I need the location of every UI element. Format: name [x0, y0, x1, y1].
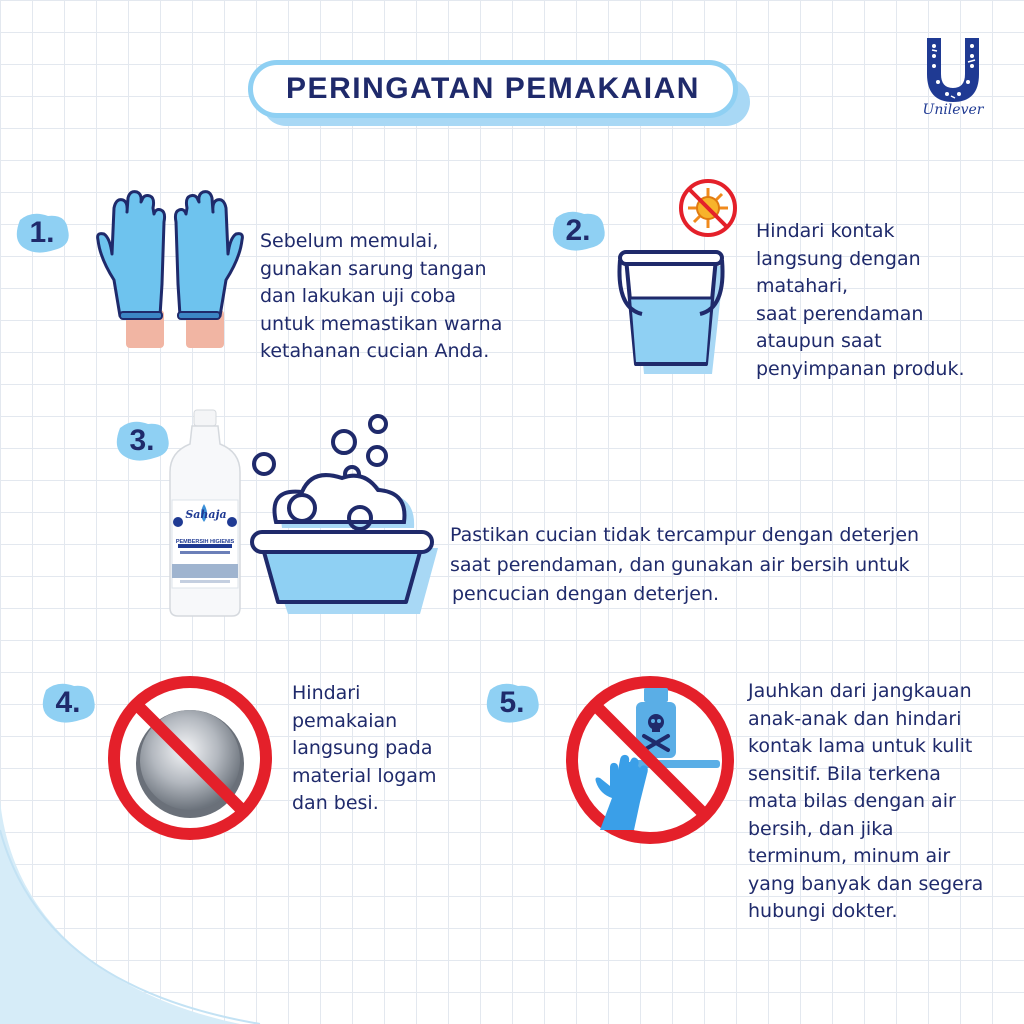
unilever-logo	[898, 34, 1008, 124]
text-line: matahari,	[756, 275, 849, 297]
text-line: anak-anak dan hindari	[748, 707, 962, 730]
text-line: Pastikan cucian tidak tercampur dengan deterjen	[450, 524, 920, 546]
step-1-text	[260, 228, 502, 366]
title-banner	[248, 60, 748, 126]
step-number: 3.	[129, 424, 155, 457]
text-line: pencucian dengan deterjen.	[452, 583, 720, 605]
text-line: saat perendaman, dan gunakan air bersih untuk	[450, 553, 910, 576]
text-line: yang banyak dan segera	[748, 872, 984, 895]
text-line: untuk memastikan warna	[260, 312, 503, 335]
text-line: langsung pada	[292, 737, 433, 759]
page-title: PERINGATAN PEMAKAIAN	[286, 72, 700, 105]
step-4-badge	[38, 680, 98, 726]
bucket-no-sun-icon	[612, 178, 742, 378]
text-line: bersih, dan jika	[748, 817, 894, 840]
step-1-badge	[12, 210, 72, 256]
step-number: 5.	[499, 686, 525, 719]
text-line: saat perendaman	[756, 302, 924, 325]
text-line: langsung dengan	[756, 247, 921, 270]
step-2-badge	[548, 208, 608, 254]
text-line: mata bilas dengan air	[748, 790, 956, 812]
step-5-badge	[482, 680, 542, 726]
text-line: material logam	[292, 764, 437, 787]
text-line: ketahanan cucian Anda.	[260, 340, 490, 362]
step-3-badge	[112, 418, 172, 464]
text-line: pemakaian	[292, 709, 398, 732]
step-2-text	[756, 218, 965, 383]
basin-bubbles-icon	[246, 410, 442, 616]
text-line: dan besi.	[292, 792, 379, 814]
text-line: gunakan sarung tangan	[260, 257, 487, 280]
brand-name: Unilever	[922, 102, 984, 118]
step-4-text	[292, 680, 436, 818]
text-line: terminum, minum air	[748, 845, 951, 867]
text-line: hubungi dokter.	[748, 900, 898, 922]
text-line: kontak lama untuk kulit	[748, 735, 973, 757]
step-3-text	[450, 522, 919, 609]
product-label: PEMBERSIH HIGIENIS	[175, 539, 235, 545]
text-line: ataupun saat	[756, 330, 882, 352]
unilever-u-icon	[923, 34, 983, 104]
step-number: 4.	[55, 686, 81, 719]
step-number: 2.	[565, 214, 591, 247]
product-brand: Sahaja	[185, 508, 227, 521]
no-metal-icon	[102, 670, 278, 846]
text-line: penyimpanan produk.	[756, 357, 965, 380]
text-line: dan lakukan uji coba	[260, 285, 456, 307]
text-line: sensitif. Bila terkena	[748, 762, 941, 785]
step-number: 1.	[29, 216, 55, 249]
text-line: Hindari kontak	[756, 220, 895, 242]
step-5-text	[748, 678, 983, 926]
text-line: Hindari	[292, 682, 361, 704]
no-poison-hand-icon	[560, 670, 740, 850]
gloves-icon	[90, 188, 250, 353]
text-line: Jauhkan dari jangkauan	[748, 680, 972, 702]
text-line: Sebelum memulai,	[260, 230, 439, 252]
